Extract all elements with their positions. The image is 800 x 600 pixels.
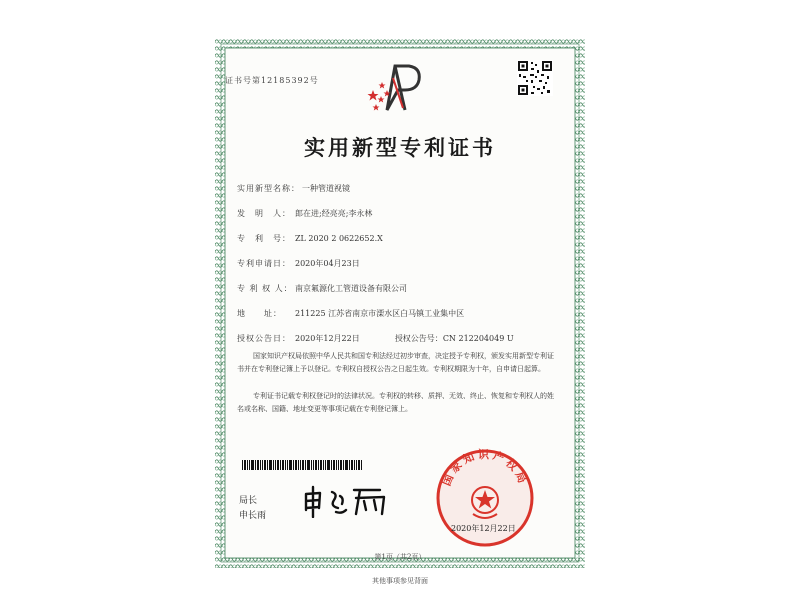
director-signature-icon — [300, 484, 400, 518]
field-value: ZL 2020 2 0622652.X — [295, 234, 383, 243]
field-label: 地 址： — [237, 309, 282, 318]
field-grant-date — [237, 333, 514, 344]
field-address — [237, 308, 464, 319]
field-value: 南京氟源化工管道设备有限公司 — [295, 284, 407, 293]
field-application-date — [237, 258, 360, 269]
notice-paragraph: 专利证书记载专利权登记时的法律状况。专利权的转移、质押、无效、终止、恢复和专利权人的姓名或名称、国籍、地址变更等事项记载在专利登记簿上。 — [237, 392, 554, 413]
field-label: 发 明 人： — [237, 209, 291, 218]
field-patentee — [237, 283, 407, 294]
seal-text: 国家知识产权局 — [439, 448, 531, 488]
director-title: 局长 — [239, 496, 258, 506]
field-patent-number — [237, 233, 383, 244]
field-value: 郎在进;经亮亮;李永林 — [295, 209, 373, 218]
field-label: 专 利 号： — [237, 234, 291, 243]
field-value: 2020年12月22日 — [295, 334, 360, 343]
field-value: 2020年04月23日 — [295, 259, 360, 268]
field-label: 实用新型名称： — [237, 184, 300, 193]
certificate-number: 证书号第12185392号 — [225, 76, 319, 85]
seal-date: 2020年12月22日 — [451, 524, 516, 533]
field-label: 授权公告日： — [237, 334, 291, 343]
barcode-icon — [242, 460, 362, 470]
qr-code-icon — [517, 60, 553, 96]
cnipa-logo-icon — [365, 60, 427, 112]
director-name: 申长雨 — [239, 511, 267, 521]
certificate-title: 实用新型专利证书 — [304, 135, 496, 160]
field-value: 一种管道视镜 — [302, 184, 350, 193]
field-value: CN 212204049 U — [442, 334, 514, 343]
field-label: 专利申请日： — [237, 259, 291, 268]
footer-note: 其他事项参见背面 — [372, 577, 428, 585]
field-label: 专 利 权 人： — [237, 284, 293, 293]
page-number: 第1页（共2页） — [374, 553, 426, 561]
patent-certificate — [215, 38, 585, 568]
notice-paragraph: 国家知识产权局依照中华人民共和国专利法经过初步审查，决定授予专利权，颁发实用新型专利证书并在专利登记簿上予以登记。专利权自授权公告之日起生效。专利权期限为十年，自申请日起算。 — [237, 352, 554, 373]
field-value: 211225 江苏省南京市溧水区白马镇工业集中区 — [295, 309, 465, 318]
field-inventors — [237, 208, 372, 219]
field-utility-model-name — [237, 183, 350, 194]
field-label: 授权公告号： — [394, 334, 443, 343]
